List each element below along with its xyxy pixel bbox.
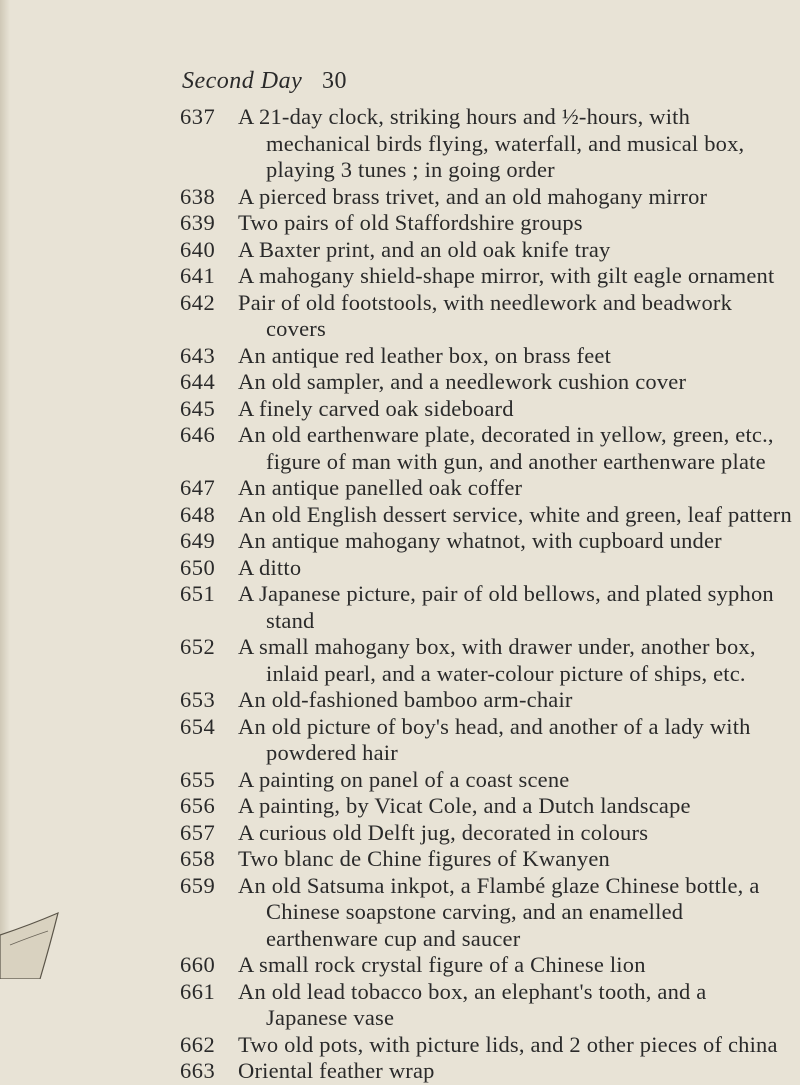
lot-number: 655: [180, 766, 216, 792]
lot-description: An old lead tobacco box, an elephant's tooth, and a Japanese vase: [238, 978, 707, 1030]
lot-entry: [180, 1058, 792, 1085]
lot-entry: [180, 528, 792, 555]
page-edge: [0, 0, 10, 979]
lot-number: 650: [180, 554, 216, 580]
lot-entry: [180, 263, 792, 290]
lot-number: 638: [180, 183, 216, 209]
lot-number: 637: [180, 104, 216, 129]
lot-description: An old Satsuma inkpot, a Flambé glaze Chinese bottle, a Chinese soapstone carving, and an enamelled earthenware cup and saucer: [238, 872, 760, 951]
lot-description: A painting on panel of a coast scene: [238, 766, 570, 792]
lot-entry: [180, 952, 792, 979]
lot-description: A painting, by Vicat Cole, and a Dutch landscape: [238, 793, 691, 818]
lot-number: 642: [180, 289, 216, 315]
lot-description: Two old pots, with picture lids, and 2 other pieces of china: [238, 1031, 778, 1057]
lot-description: A Baxter print, and an old oak knife tray: [238, 236, 611, 262]
lot-entry: [180, 846, 792, 873]
lot-description: An old English dessert service, white and green, leaf pattern: [238, 501, 792, 527]
lot-list: [180, 104, 792, 1085]
lot-number: 652: [180, 634, 216, 659]
lot-entry: [180, 873, 792, 953]
lot-description: An old-fashioned bamboo arm-chair: [238, 687, 573, 712]
lot-description: A 21-day clock, striking hours and ½-hours, with mechanical birds flying, waterfall, and musical box, playing 3 tunes ; in going order: [238, 104, 745, 182]
lot-description: A small rock crystal figure of a Chinese lion: [238, 952, 646, 977]
lot-entry: [180, 475, 792, 502]
lot-entry: [180, 687, 792, 714]
lot-description: Oriental feather wrap: [238, 1058, 435, 1083]
lot-entry: [180, 820, 792, 847]
lot-description: Two pairs of old Staffordshire groups: [238, 210, 583, 235]
lot-number: 641: [180, 263, 216, 288]
lot-description: An antique mahogany whatnot, with cupboard under: [238, 528, 722, 553]
lot-entry: [180, 343, 792, 370]
lot-description: A finely carved oak sideboard: [238, 395, 514, 421]
lot-description: An antique panelled oak coffer: [238, 475, 523, 500]
lot-description: Pair of old footstools, with needlework and beadwork covers: [238, 289, 733, 341]
page-corner-curl: [0, 905, 70, 979]
lot-description: A ditto: [238, 554, 302, 580]
lot-entry: [180, 979, 792, 1032]
lot-number: 643: [180, 342, 216, 368]
lot-entry: [180, 104, 792, 184]
lot-description: An old sampler, and a needlework cushion cover: [238, 369, 687, 394]
lot-description: A small mahogany box, with drawer under, another box, inlaid pearl, and a water-colour picture of ships, etc.: [238, 634, 756, 686]
lot-entry: [180, 555, 792, 582]
lot-entry: [180, 793, 792, 820]
page-number: 30: [322, 68, 347, 94]
lot-number: 658: [180, 846, 216, 871]
lot-entry: [180, 502, 792, 529]
lot-number: 657: [180, 819, 216, 845]
lot-number: 651: [180, 581, 216, 606]
lot-number: 649: [180, 528, 216, 553]
lot-entry: [180, 714, 792, 767]
lot-description: An old picture of boy's head, and another of a lady with powdered hair: [238, 713, 751, 765]
lot-entry: [180, 422, 792, 475]
lot-number: 644: [180, 369, 216, 394]
lot-description: A mahogany shield-shape mirror, with gilt eagle ornament: [238, 263, 775, 288]
lot-description: An antique red leather box, on brass feet: [238, 342, 612, 368]
lot-number: 645: [180, 395, 216, 421]
lot-entry: [180, 1032, 792, 1059]
lot-number: 639: [180, 210, 216, 235]
lot-number: 663: [180, 1058, 216, 1083]
section-title: Second Day: [182, 68, 303, 94]
lot-description: A Japanese picture, pair of old bellows, and plated syphon stand: [238, 581, 774, 633]
lot-number: 662: [180, 1031, 216, 1057]
lot-entry: [180, 581, 792, 634]
lot-number: 646: [180, 422, 216, 447]
lot-entry: [180, 290, 792, 343]
lot-number: 660: [180, 952, 216, 977]
page-header: [182, 68, 347, 95]
lot-number: 656: [180, 793, 216, 818]
lot-entry: [180, 369, 792, 396]
lot-number: 647: [180, 475, 216, 500]
lot-entry: [180, 634, 792, 687]
lot-number: 659: [180, 872, 216, 898]
lot-number: 648: [180, 501, 216, 527]
lot-description: An old earthenware plate, decorated in yellow, green, etc., figure of man with gun, and another earthenware plate: [238, 422, 774, 474]
lot-description: A curious old Delft jug, decorated in colours: [238, 819, 649, 845]
lot-entry: [180, 210, 792, 237]
lot-number: 653: [180, 687, 216, 712]
lot-entry: [180, 396, 792, 423]
lot-description: A pierced brass trivet, and an old mahogany mirror: [238, 183, 708, 209]
lot-number: 640: [180, 236, 216, 262]
lot-entry: [180, 237, 792, 264]
lot-number: 661: [180, 978, 216, 1004]
lot-entry: [180, 767, 792, 794]
lot-description: Two blanc de Chine figures of Kwanyen: [238, 846, 610, 871]
lot-entry: [180, 184, 792, 211]
lot-number: 654: [180, 713, 216, 739]
